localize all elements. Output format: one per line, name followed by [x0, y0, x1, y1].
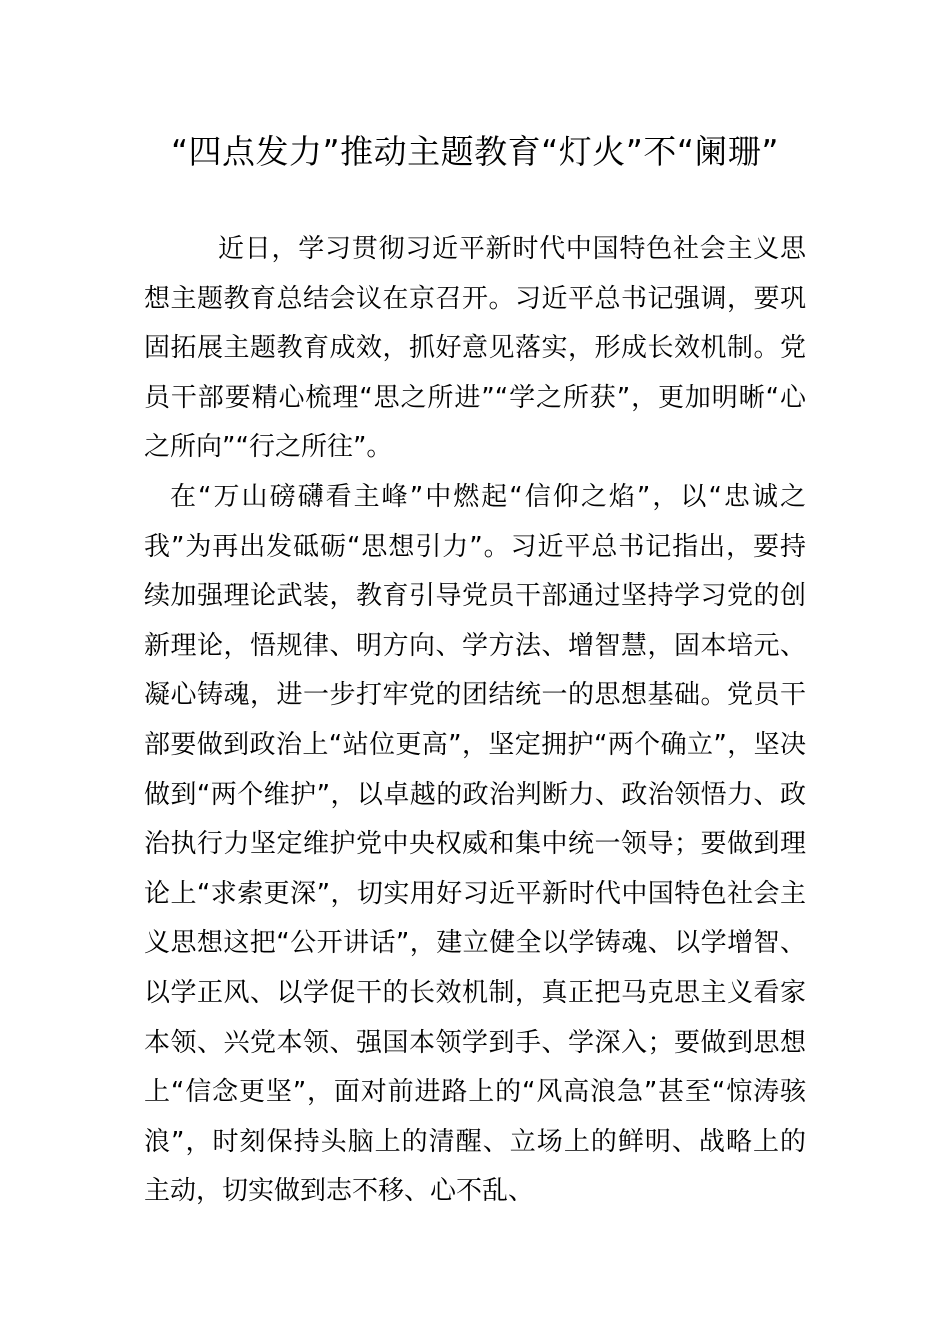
- document-title: “四点发力”推动主题教育“灯火”不“阑珊”: [170, 132, 780, 171]
- document-body: [144, 225, 806, 1217]
- paragraph-1: 近日，学习贯彻习近平新时代中国特色社会主义思想主题教育总结会议在京召开。习近平总书记强调，要巩固拓展主题教育成效，抓好意见落实，形成长效机制。党员干部要精心梳理“思之所进”“学之所获”，更加明晰“心之所向”“行之所往”。: [144, 234, 806, 463]
- paragraph-2: 在“万山磅礴看主峰”中燃起“信仰之焰”，以“忠诚之我”为再出发砥砺“思想引力”。习近平总书记指出，要持续加强理论武装，教育引导党员干部通过坚持学习党的创新理论，悟规律、明方向、学方法、增智慧，固本培元、凝心铸魂，进一步打牢党的团结统一的思想基础。党员干部要做到政治上“站位更高”，坚定拥护“两个确立”，坚决做到“两个维护”，以卓越的政治判断力、政治领悟力、政治执行力坚定维护党中央权威和集中统一领导；要做到理论上“求索更深”，切实用好习近平新时代中国特色社会主义思想这把“公开讲话”，建立健全以学铸魂、以学增智、以学正风、以学促干的长效机制，真正把马克思主义看家本领、兴党本领、强国本领学到手、学深入；要做到思想上“信念更坚”，面对前进路上的“风高浪急”甚至“惊涛骇浪”，时刻保持头脑上的清醒、立场上的鲜明、战略上的主动，切实做到志不移、心不乱、: [144, 481, 806, 1207]
